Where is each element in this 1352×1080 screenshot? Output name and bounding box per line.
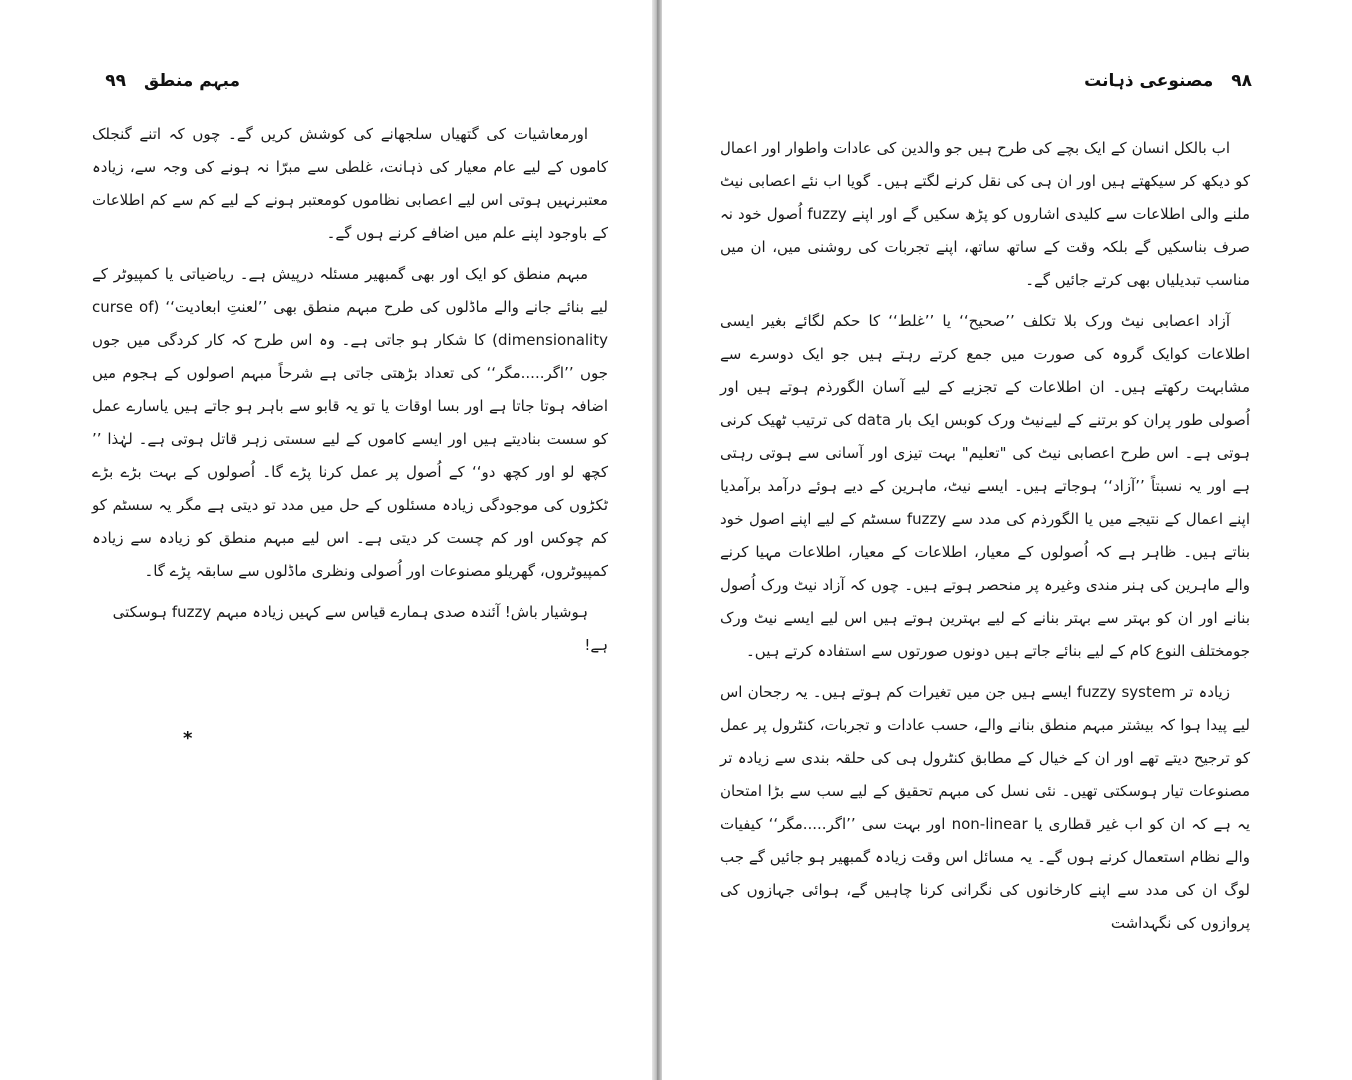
page-number: ۹۸ xyxy=(1231,71,1252,91)
paragraph: زیادہ تر fuzzy system ایسے ہیں جن میں تغیرات کم ہوتے ہیں۔ یہ رجحان اس لیے پیدا ہوا کہ بیشتر مبہم منطق بنانے والے، حسب عادات و تجربات، کنٹرول پر عمل کو ترجیح دیتے تھے اور ان کے خیال کے مطابق کنٹرول ہی کی حلقہ بندی سے زیادہ تر مصنوعات تیار ہوسکتی تھیں۔ نئی نسل کی مبہم تحقیق کے لیے سب سے بڑا امتحان یہ ہے کہ ان کو اب غیر قطاری یا non-linear اور بہت سی ’’اگر.....مگر‘‘ کیفیات والے نظام استعمال کرنے ہوں گے۔ یہ مسائل اس وقت زیادہ گمبھیر ہو جائیں گے جب لوگ ان کی مدد سے اپنے کارخانوں کی نگرانی کرنا چاہیں گے، ہوائی جہازوں کی پروازوں کی نگہداشت xyxy=(720,683,1250,932)
chapter-title: مصنوعی ذہانت xyxy=(1084,71,1214,91)
paragraph: ہوشیار باش! آئندہ صدی ہمارے قیاس سے کہیں زیادہ مبہم fuzzy ہوسکتی ہے! xyxy=(112,603,608,654)
paragraph: اب بالکل انسان کے ایک بچے کی طرح ہیں جو والدین کی عادات واطوار اور اعمال کو دیکھ کر سیکھتے ہیں اور ان ہی کی نقل کرنے لگتے ہیں۔ گویا اب نئے اعصابی نیٹ ملنے والی اطلاعات سے کلیدی اشاروں کو پڑھ سکیں گے اور اپنے fuzzy اُصول خود نہ صرف بناسکیں گے بلکہ وقت کے ساتھ ساتھ، اپنے تجربات کی روشنی میں، ان میں مناسب تبدیلیاں بھی کرتے جائیں گے۔ xyxy=(720,139,1250,289)
paragraph: اورمعاشیات کی گتھیاں سلجھانے کی کوشش کریں گے۔ چوں کہ اتنے گنجلک کاموں کے لیے عام معیار کی ذہانت، غلطی سے مبرّا نہ ہونے کی وجہ سے، زیادہ معتبرنہیں ہوتی اس لیے اعصابی نظاموں کومعتبر ہونے کے لیے کم سے کم اطلاعات کے باوجود اپنے علم میں اضافے کرنے ہوں گے۔ xyxy=(92,125,608,242)
right-page-header xyxy=(1082,70,1252,91)
left-page xyxy=(0,0,652,1080)
right-page xyxy=(662,0,1352,1080)
end-mark: * xyxy=(183,728,193,749)
page-number: ۹۹ xyxy=(105,71,126,91)
left-page-body xyxy=(92,118,608,670)
book-gutter xyxy=(652,0,662,1080)
left-page-header xyxy=(90,70,240,91)
paragraph: مبہم منطق کو ایک اور بھی گمبھیر مسئلہ درپیش ہے۔ ریاضیاتی یا کمپیوٹر کے لیے بنائے جانے والے ماڈلوں کی طرح مبہم منطق بھی ’’لعنتِ ابعادیت‘‘ (curse of dimensionality) کا شکار ہو جاتی ہے۔ وہ اس طرح کہ کار کردگی میں جوں جوں ’’اگر.....مگر‘‘ کی تعداد بڑھتی جاتی ہے شرحاً مبہم اصولوں کے ہجوم میں اضافہ ہوتا جاتا ہے اور بسا اوقات یا تو یہ قابو سے باہر ہو جاتے ہیں یاسارے عمل کو سست بنادیتے ہیں اور ایسے کاموں کے لیے سستی زہر قاتل ہوتی ہے۔ لہٰذا ’’ کچھ لو اور کچھ دو‘‘ کے اُصول پر عمل کرنا پڑے گا۔ اُصولوں کے بہت بڑے بڑے ٹکڑوں کی موجودگی زیادہ مسئلوں کے حل میں مدد تو دیتی ہے مگر یہ سسٹم کو کم چوکس اور کم چست کر دیتی ہے۔ اس لیے مبہم منطق کو زیادہ سے زیادہ کمپیوٹروں، گھریلو مصنوعات اور اُصولی ونظری ماڈلوں سے سابقہ پڑے گا۔ xyxy=(92,265,608,580)
right-page-body xyxy=(720,132,1250,948)
chapter-title: مبہم منطق xyxy=(143,71,240,91)
paragraph: آزاد اعصابی نیٹ ورک بلا تکلف ’’صحیح‘‘ یا ’’غلط‘‘ کا حکم لگائے بغیر ایسی اطلاعات کوایک گروہ کی صورت میں جمع کرتے رہتے ہیں جو ایک دوسرے سے مشابہت رکھتے ہیں۔ ان اطلاعات کے تجزیے کے لیے آسان الگورذم ہوتے ہیں اور اُصولی طور پران کو برتنے کے لیےنیٹ ورک کوبس ایک بار data کی ترتیب ٹھیک کرنی ہوتی ہے۔ اس طرح اعصابی نیٹ کی "تعلیم" بہت تیزی اور آسانی سے ہوتی رہتی ہے اور یہ نسبتاً ’’آزاد‘‘ ہوجاتے ہیں۔ ایسے نیٹ، ماہرین کے دیے ہوئے درآمد برآمدیا اپنے اعمال کے نتیجے میں یا الگورذم کی مدد سے fuzzy سسٹم کے لیے اپنے اصول خود بناتے ہیں۔ ظاہر ہے کہ اُصولوں کے معیار، اطلاعات کے معیار، اطلاعات مہیا کرنے والے ماہرین کی ہنر مندی وغیرہ پر منحصر ہوتے ہیں۔ چوں کہ آزاد نیٹ ورک اُصول بنانے اور ان کو بہتر سے بہتر بنانے کے لیے بہترین ہوتے ہیں اس لیے ایسے نیٹ ورک جومختلف النوع کام کے لیے بنائے جاتے ہیں دونوں صورتوں سے استفادہ کرتے ہیں۔ xyxy=(720,312,1250,660)
